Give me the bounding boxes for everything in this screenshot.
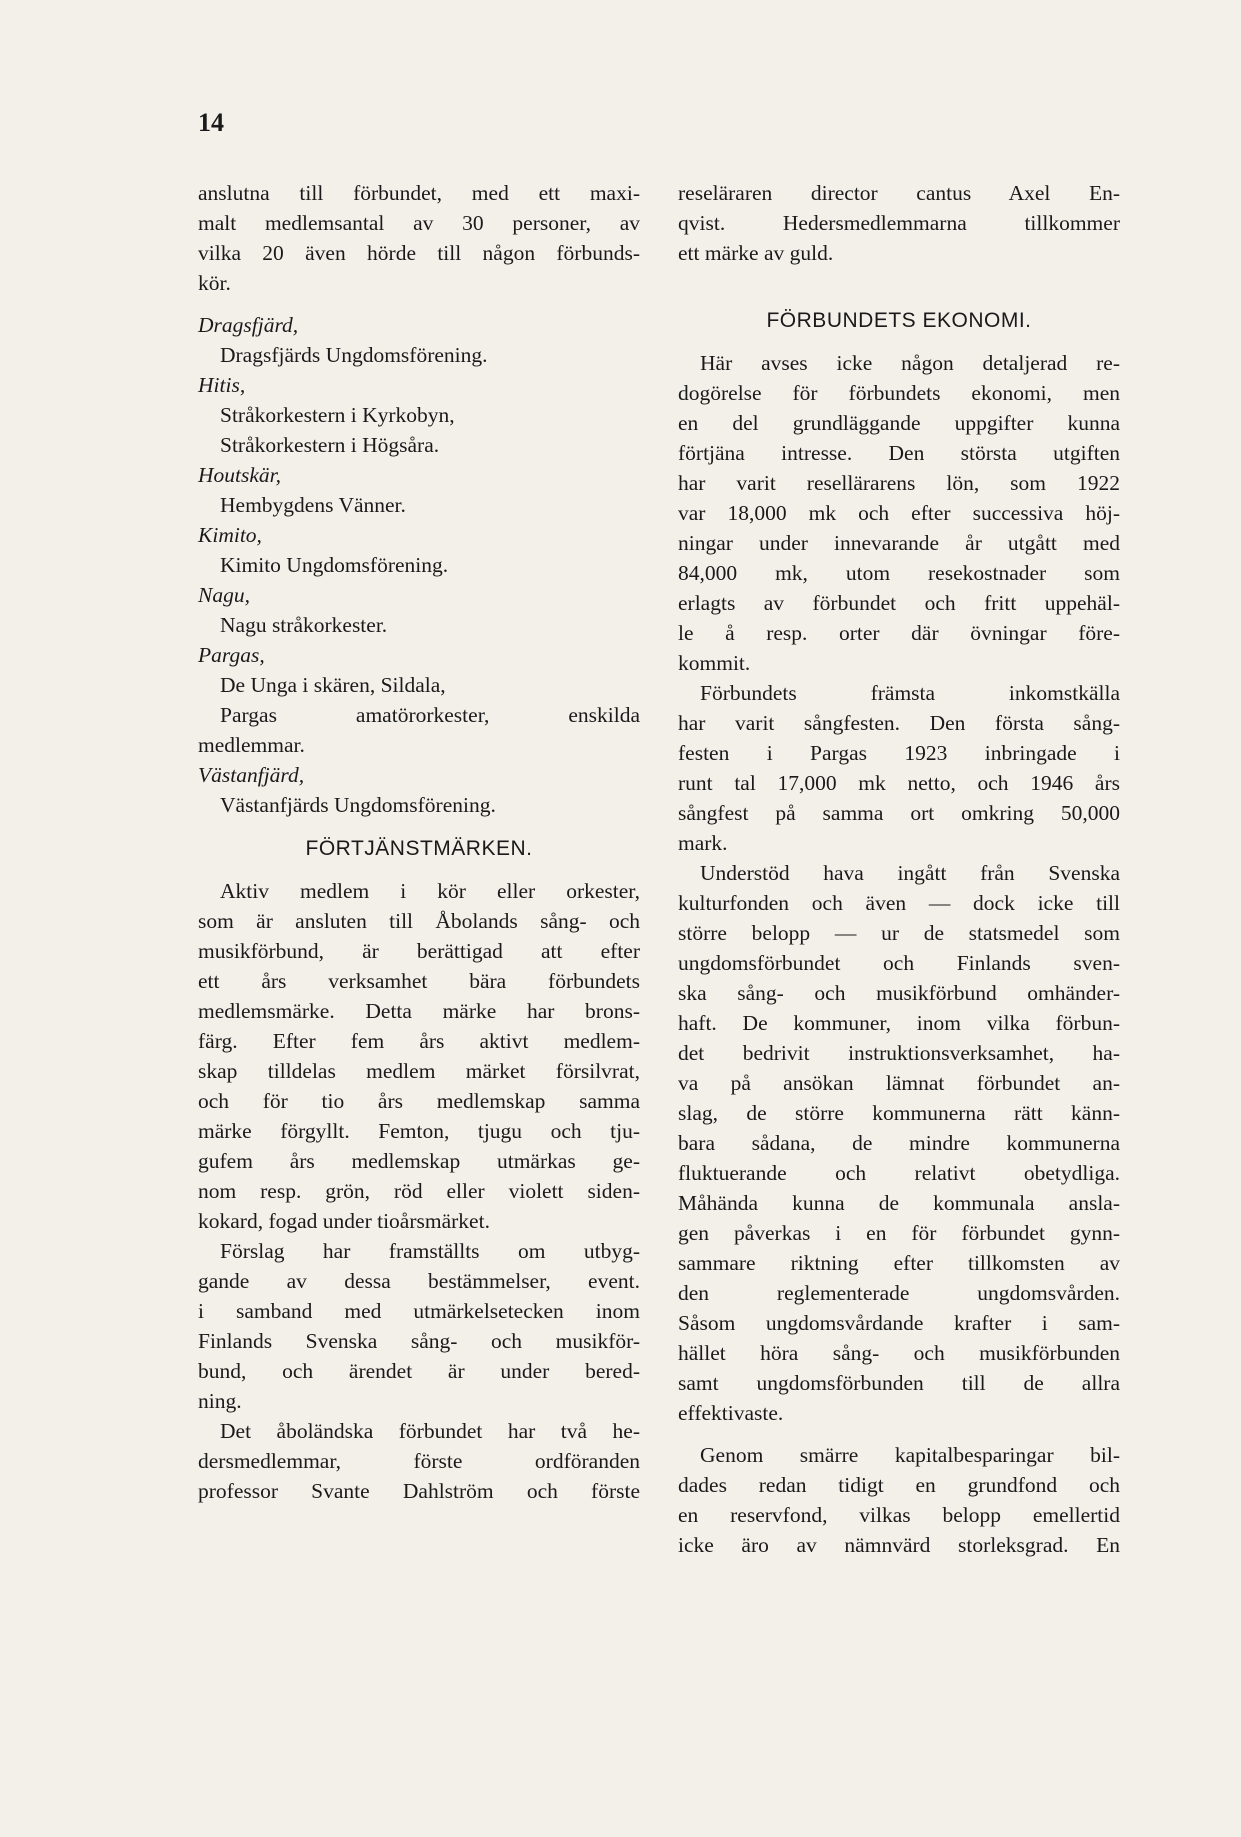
text-line: dogörelse för förbundets ekonomi, men	[678, 381, 1120, 405]
text-line: gufem års medlemskap utmärkas ge-	[198, 1149, 640, 1173]
text-line: märke förgyllt. Femton, tjugu och tju-	[198, 1119, 640, 1143]
text-line: vilka 20 även hörde till någon förbunds-	[198, 241, 640, 265]
text-line: Finlands Svenska sång- och musikför-	[198, 1329, 640, 1353]
association-name: De Unga i skären, Sildala,	[220, 673, 446, 697]
left-column	[198, 178, 640, 1506]
text-line: kokard, fogad under tioårsmärket.	[198, 1209, 490, 1233]
text-line: icke äro av nämnvärd storleksgrad. En	[678, 1533, 1120, 1557]
text-line: kör.	[198, 271, 231, 295]
text-line: färg. Efter fem års aktivt medlem-	[198, 1029, 640, 1053]
text-line: en reservfond, vilkas belopp emellertid	[678, 1503, 1120, 1527]
place-name: Nagu,	[198, 583, 250, 607]
text-line: den reglementerade ungdomsvården.	[678, 1281, 1120, 1305]
text-line: qvist. Hedersmedlemmarna tillkommer	[678, 211, 1120, 235]
text-line: Förslag har framställts om utbyg-	[220, 1239, 640, 1263]
text-line: reseläraren director cantus Axel En-	[678, 181, 1120, 205]
text-line: en del grundläggande uppgifter kunna	[678, 411, 1120, 435]
section-heading: FÖRBUNDETS EKONOMI.	[766, 309, 1032, 332]
text-line: Aktiv medlem i kör eller orkester,	[220, 879, 640, 903]
text-line: fluktuerande och relativt obetydliga.	[678, 1161, 1120, 1185]
text-line: ning.	[198, 1389, 242, 1413]
text-line: bara sådana, de mindre kommunerna	[678, 1131, 1120, 1155]
text-line: Understöd hava ingått från Svenska	[700, 861, 1120, 885]
text-line: Såsom ungdomsvårdande krafter i sam-	[678, 1311, 1120, 1335]
text-line: gande av dessa bestämmelser, event.	[198, 1269, 640, 1293]
place-name: Houtskär,	[198, 463, 282, 487]
association-name: Stråkorkestern i Högsåra.	[220, 433, 440, 457]
text-line: malt medlemsantal av 30 personer, av	[198, 211, 640, 235]
text-line: haft. De kommuner, inom vilka förbun-	[678, 1011, 1120, 1035]
text-line: 84,000 mk, utom resekostnader som	[678, 561, 1120, 585]
text-line: Det åboländska förbundet har två he-	[220, 1419, 640, 1443]
text-line: har varit sångfesten. Den första sång-	[678, 711, 1120, 735]
place-name: Kimito,	[198, 523, 262, 547]
place-name: Pargas,	[198, 643, 265, 667]
text-line: kulturfonden och även — dock icke till	[678, 891, 1120, 915]
text-line: mark.	[678, 831, 728, 855]
text-line: runt tal 17,000 mk netto, och 1946 års	[678, 771, 1120, 795]
text-line: festen i Pargas 1923 inbringade i	[678, 741, 1120, 765]
text-line: det bedrivit instruktionsverksamhet, ha-	[678, 1041, 1120, 1065]
text-line: ningar under innevarande år utgått med	[678, 531, 1120, 555]
text-line: som är ansluten till Åbolands sång- och	[198, 909, 640, 933]
association-name: Hembygdens Vänner.	[220, 493, 406, 517]
text-line: var 18,000 mk och efter successiva höj-	[678, 501, 1120, 525]
association-name: medlemmar.	[198, 733, 305, 757]
text-line: förtjäna intresse. Den största utgiften	[678, 441, 1120, 465]
text-line: professor Svante Dahlström och förste	[198, 1479, 640, 1503]
association-name: Pargas amatörorkester, enskilda	[220, 703, 640, 727]
text-line: sångfest på samma ort omkring 50,000	[678, 801, 1120, 825]
text-line: större belopp — ur de statsmedel som	[678, 921, 1120, 945]
text-line: anslutna till förbundet, med ett maxi-	[198, 181, 640, 205]
association-name: Stråkorkestern i Kyrkobyn,	[220, 403, 455, 427]
text-line: Förbundets främsta inkomstkälla	[700, 681, 1120, 705]
text-line: musikförbund, är berättigad att efter	[198, 939, 640, 963]
text-line: effektivaste.	[678, 1401, 784, 1425]
text-line: hället höra sång- och musikförbunden	[678, 1341, 1120, 1365]
place-name: Västanfjärd,	[198, 763, 305, 787]
text-line: sammare riktning efter tillkomsten av	[678, 1251, 1120, 1275]
text-line: Här avses icke någon detaljerad re-	[700, 351, 1120, 375]
association-name: Västanfjärds Ungdomsförening.	[220, 793, 496, 817]
text-line: skap tilldelas medlem märket försilvrat,	[198, 1059, 640, 1083]
text-line: bund, och ärendet är under bered-	[198, 1359, 640, 1383]
text-line: ungdomsförbundet och Finlands sven-	[678, 951, 1120, 975]
association-name: Dragsfjärds Ungdomsförening.	[220, 343, 488, 367]
right-column	[678, 178, 1120, 1560]
text-line: nom resp. grön, röd eller violett siden-	[198, 1179, 640, 1203]
page-number: 14	[198, 108, 224, 137]
text-line: ska sång- och musikförbund omhänder-	[678, 981, 1120, 1005]
text-line: medlemsmärke. Detta märke har brons-	[198, 999, 640, 1023]
association-name: Nagu stråkorkester.	[220, 613, 388, 637]
text-line: gen påverkas i en för förbundet gynn-	[678, 1221, 1120, 1245]
text-line: ett års verksamhet bära förbundets	[198, 969, 640, 993]
place-name: Dragsfjärd,	[198, 313, 299, 337]
text-line: erlagts av förbundet och fritt uppehäl-	[678, 591, 1120, 615]
text-line: ett märke av guld.	[678, 241, 834, 265]
section-heading: FÖRTJÄNSTMÄRKEN.	[305, 837, 533, 860]
text-line: kommit.	[678, 651, 751, 675]
text-line: dades redan tidigt en grundfond och	[678, 1473, 1120, 1497]
text-line: slag, de större kommunerna rätt känn-	[678, 1101, 1120, 1125]
text-line: i samband med utmärkelsetecken inom	[198, 1299, 640, 1323]
text-line: Genom smärre kapitalbesparingar bil-	[700, 1443, 1120, 1467]
text-line: Måhända kunna de kommunala ansla-	[678, 1191, 1120, 1215]
text-line: och för tio års medlemskap samma	[198, 1089, 640, 1113]
association-name: Kimito Ungdomsförening.	[220, 553, 449, 577]
text-line: har varit resellärarens lön, som 1922	[678, 471, 1120, 495]
text-line: samt ungdomsförbunden till de allra	[678, 1371, 1120, 1395]
text-line: le å resp. orter där övningar före-	[678, 621, 1120, 645]
place-name: Hitis,	[198, 373, 246, 397]
text-line: va på ansökan lämnat förbundet an-	[678, 1071, 1120, 1095]
text-line: dersmedlemmar, förste ordföranden	[198, 1449, 640, 1473]
